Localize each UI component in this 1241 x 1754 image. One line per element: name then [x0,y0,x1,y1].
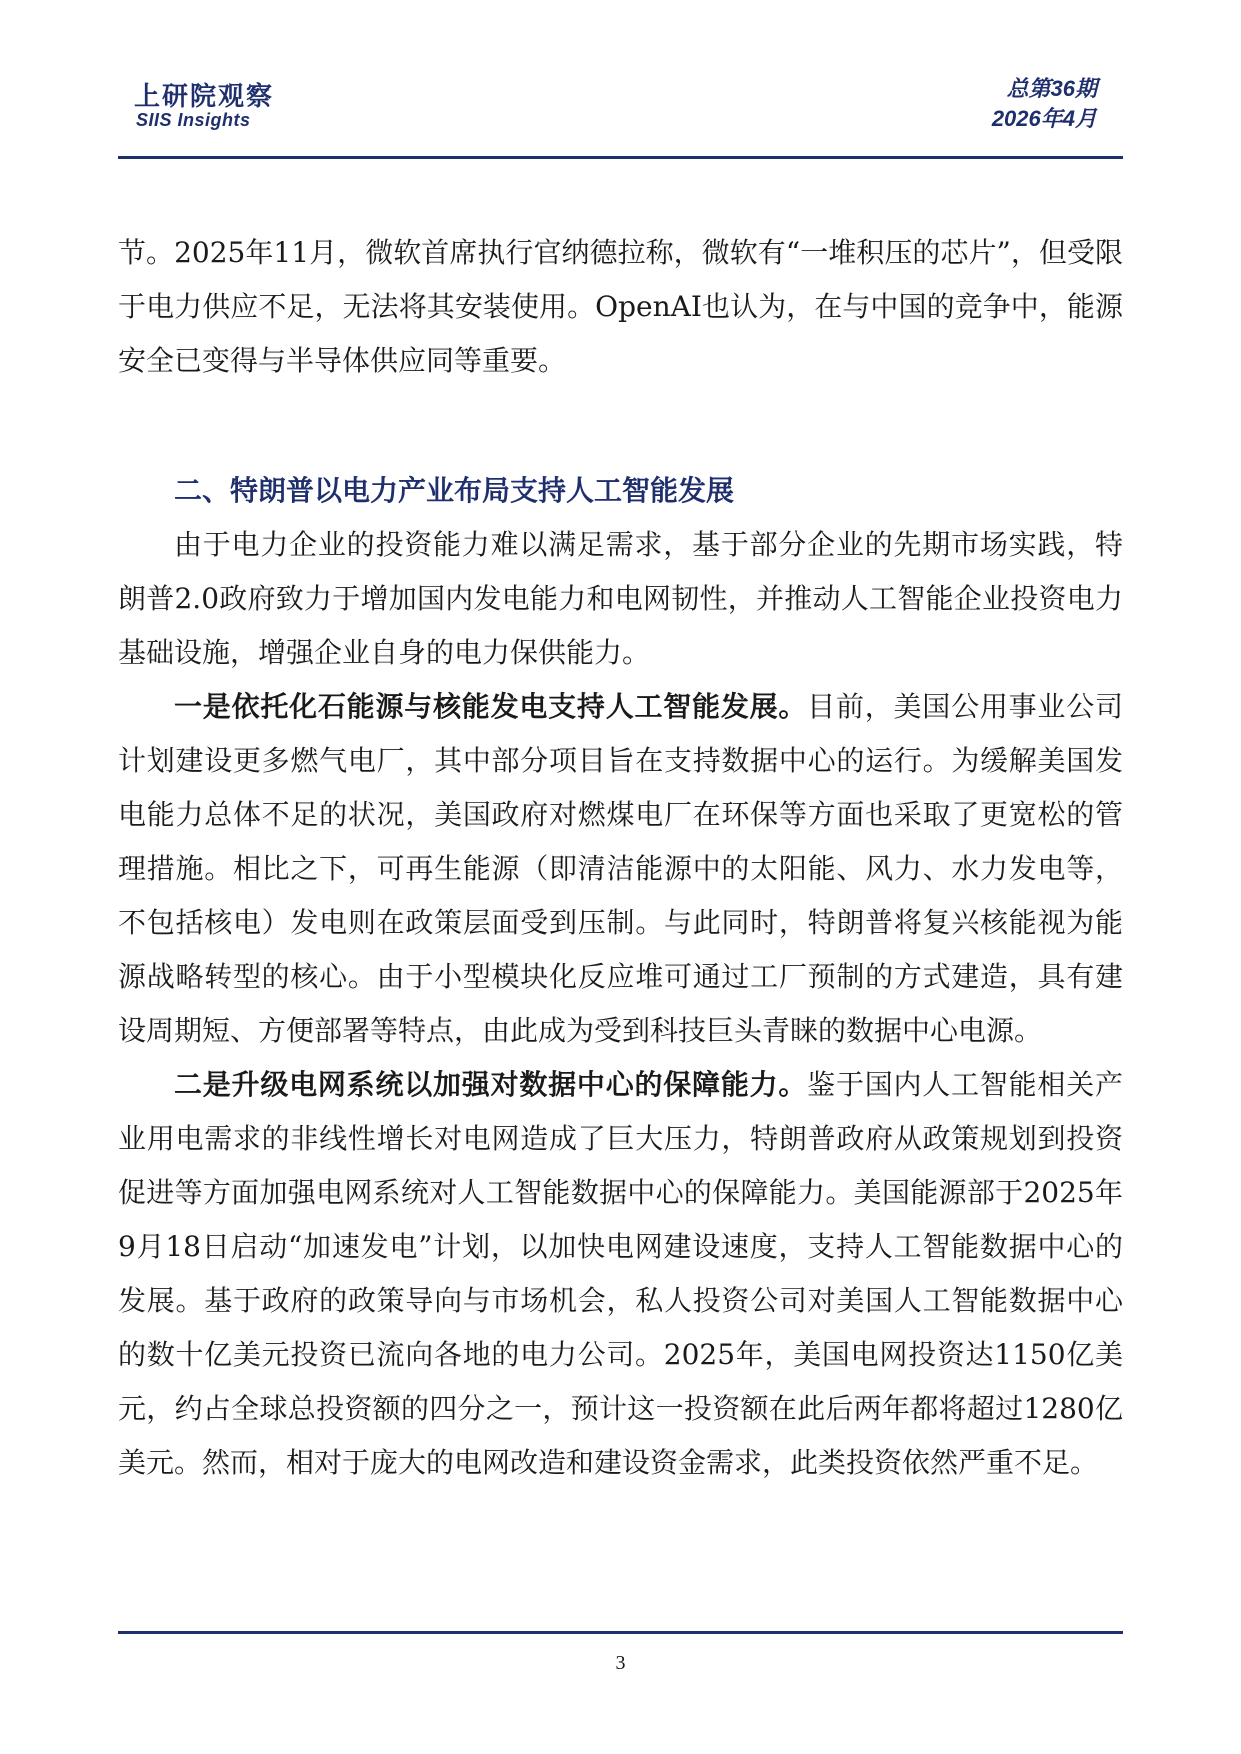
paragraph-lead-fossil-nuclear: 一是依托化石能源与核能发电支持人工智能发展。 [174,690,808,723]
issue-number: 总第36期 [1006,76,1097,101]
paragraph-continued: 节。2025年11月，微软首席执行官纳德拉称，微软有“一堆积压的芯片”，但受限于电力供应不足，无法将其安装使用。OpenAI也认为，在与中国的竞争中，能源安全已变得与半导体供应同等重要。 [118,236,1123,377]
page-number: 3 [615,1652,626,1674]
footer-divider [118,1631,1123,1634]
paragraph-intro: 由于电力企业的投资能力难以满足需求，基于部分企业的先期市场实践，特朗普2.0政府致力于增加国内发电能力和电网韧性，并推动人工智能企业投资电力基础设施，增强企业自身的电力保供能力。 [118,528,1123,669]
page-header [118,66,1123,158]
header-divider [118,156,1123,159]
section-heading: 二、特朗普以电力产业布局支持人工智能发展 [174,474,735,507]
article-body [118,226,1123,1490]
paragraph-text-fossil-nuclear: 目前，美国公用事业公司计划建设更多燃气电厂，其中部分项目旨在支持数据中心的运行。为缓解美国发电能力总体不足的状况，美国政府对燃煤电厂在环保等方面也采取了更宽松的管理措施。相比之下，可再生能源（即清洁能源中的太阳能、风力、水力发电等，不包括核电）发电则在政策层面受到压制。与此同时，特朗普将复兴核能视为能源战略转型的核心。由于小型模块化反应堆可通过工厂预制的方式建造，具有建设周期短、方便部署等特点，由此成为受到科技巨头青睐的数据中心电源。 [118,690,1123,1047]
brand-logo-cn: 上研院观察 [134,82,275,112]
issue-date: 2026年4月 [991,106,1097,131]
paragraph-fossil-nuclear [118,680,1123,1058]
paragraph-grid-upgrade [118,1058,1123,1490]
paragraph-text-grid-upgrade: 鉴于国内人工智能相关产业用电需求的非线性增长对电网造成了巨大压力，特朗普政府从政策规划到投资促进等方面加强电网系统对人工智能数据中心的保障能力。美国能源部于2025年9月18日启动“加速发电”计划，以加快电网建设速度，支持人工智能数据中心的发展。基于政府的政策导向与市场机会，私人投资公司对美国人工智能数据中心的数十亿美元投资已流向各地的电力公司。2025年，美国电网投资达1150亿美元，约占全球总投资额的四分之一，预计这一投资额在此后两年都将超过1280亿美元。然而，相对于庞大的电网改造和建设资金需求，此类投资依然严重不足。 [118,1068,1123,1479]
paragraph-lead-grid-upgrade: 二是升级电网系统以加强对数据中心的保障能力。 [174,1068,808,1101]
brand-logo-en: SIIS Insights [136,110,251,130]
